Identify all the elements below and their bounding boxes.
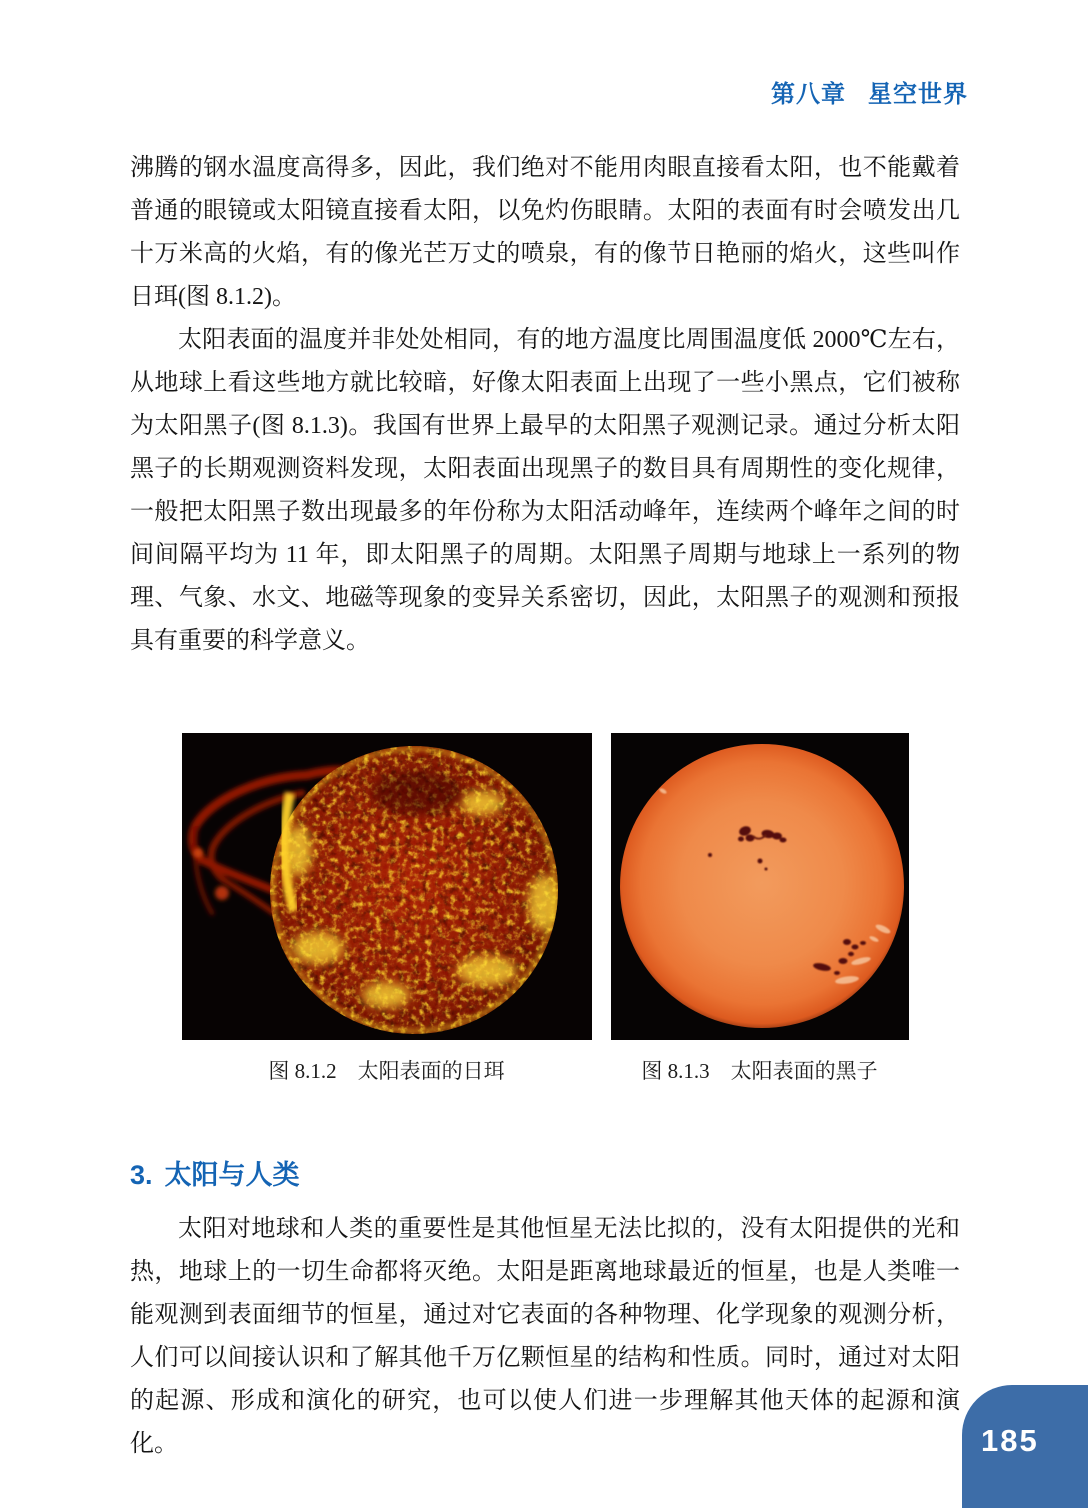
- figure-caption-8-1-3: [611, 1056, 909, 1086]
- section-heading-sun-and-humanity: [130, 1158, 960, 1192]
- paragraph-sunspots: 太阳表面的温度并非处处相同，有的地方温度比周围温度低 2000℃左右，从地球上看这些地方就比较暗，好像太阳表面上出现了一些小黑点，它们被称为太阳黑子(图 8.1.3)。我国有世界上最早的太阳黑子观测记录。通过分析太阳黑子的长期观测资料发现，太阳表面出现黑子的数目具有周期性的变化规律，一般把太阳黑子数出现最多的年份称为太阳活动峰年，连续两个峰年之间的时间间隔平均为 11 年，即太阳黑子的周期。太阳黑子周期与地球上一系列的物理、气象、水文、地磁等现象的变异关系密切，因此，太阳黑子的观测和预报具有重要的科学意义。: [130, 327, 960, 654]
- paragraph-sun-humanity: 太阳对地球和人类的重要性是其他恒星无法比拟的，没有太阳提供的光和热，地球上的一切生命都将灭绝。太阳是距离地球最近的恒星，也是人类唯一能观测到表面细节的恒星，通过对它表面的各种物理、化学现象的观测分析，人们可以间接认识和了解其他千万亿颗恒星的结构和性质。同时，通过对太阳的起源、形成和演化的研究，也可以使人们进一步理解其他天体的起源和演化。: [130, 1216, 960, 1457]
- figure-prominence: [182, 733, 592, 1040]
- caption-row: [130, 1056, 960, 1086]
- figure-sunspots: [611, 733, 909, 1040]
- figure-caption-8-1-2: [182, 1056, 592, 1086]
- running-header: [771, 82, 968, 108]
- figure-title: 太阳表面的日珥: [357, 1059, 505, 1083]
- figure-title: 太阳表面的黑子: [730, 1059, 878, 1083]
- page-number-tab: [962, 1385, 1088, 1508]
- chapter-title: 星空世界: [868, 81, 968, 108]
- figure-label: 图 8.1.2: [268, 1059, 337, 1083]
- prominence-photo: [182, 733, 592, 1040]
- page-content: [130, 147, 960, 1466]
- figure-label: 图 8.1.3: [641, 1059, 710, 1083]
- paragraph-prominences: 沸腾的钢水温度高得多，因此，我们绝对不能用肉眼直接看太阳，也不能戴着普通的眼镜或太阳镜直接看太阳，以免灼伤眼睛。太阳的表面有时会喷发出几十万米高的火焰，有的像光芒万丈的喷泉，有的像节日艳丽的焰火，这些叫作日珥(图 8.1.2)。: [130, 155, 960, 310]
- figure-row: [130, 733, 960, 1040]
- sunspot-photo: [611, 733, 909, 1040]
- section-title: 太阳与人类: [164, 1160, 300, 1190]
- chapter-number: 第八章: [771, 81, 846, 108]
- page-number: 185: [981, 1423, 1039, 1458]
- section-number: 3.: [130, 1160, 153, 1190]
